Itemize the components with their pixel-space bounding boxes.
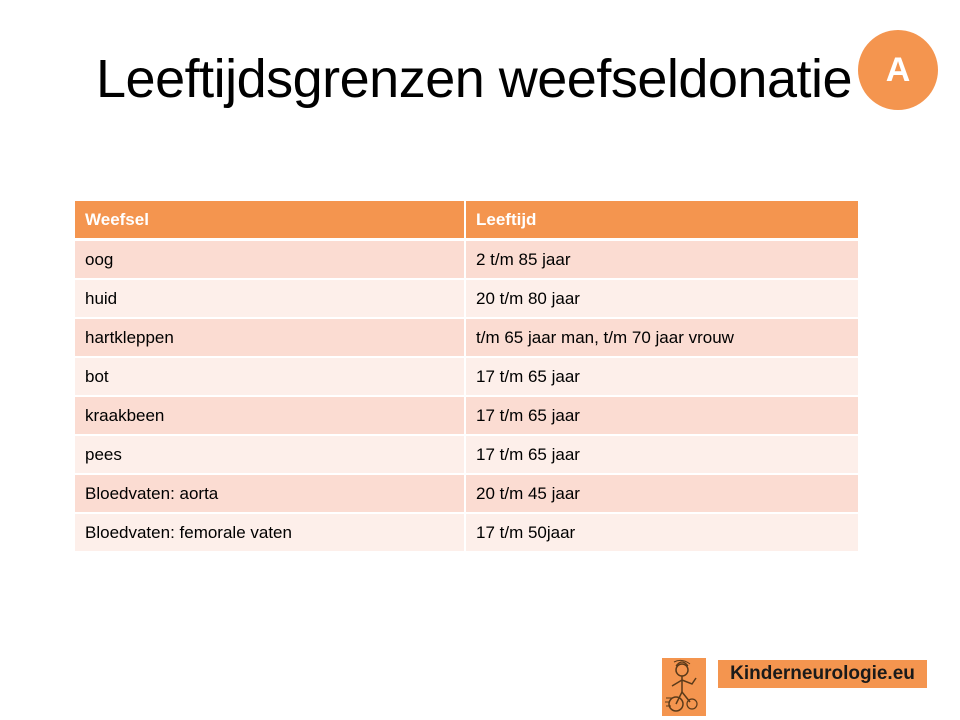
table-row <box>75 279 858 318</box>
table-row <box>75 435 858 474</box>
child-drawing-icon <box>662 658 706 716</box>
logo-text: Kinderneurologie.eu <box>730 663 915 684</box>
age-limits-table <box>75 201 858 553</box>
table-cell-leeftijd: 2 t/m 85 jaar <box>465 240 858 280</box>
table-cell-leeftijd: 20 t/m 45 jaar <box>465 474 858 513</box>
table-cell-leeftijd: t/m 65 jaar man, t/m 70 jaar vrouw <box>465 318 858 357</box>
table-cell-weefsel: bot <box>75 357 465 396</box>
table-cell-leeftijd: 20 t/m 80 jaar <box>465 279 858 318</box>
slide-title: Leeftijdsgrenzen weefseldonatie <box>96 49 853 109</box>
table-row <box>75 513 858 552</box>
slide-badge <box>858 30 938 110</box>
table-cell-weefsel: kraakbeen <box>75 396 465 435</box>
logo-wordmark <box>718 660 927 688</box>
table-row <box>75 357 858 396</box>
table-header-row <box>75 201 858 240</box>
table-row <box>75 474 858 513</box>
table-cell-leeftijd: 17 t/m 50jaar <box>465 513 858 552</box>
table-row <box>75 396 858 435</box>
table-cell-weefsel: Bloedvaten: femorale vaten <box>75 513 465 552</box>
child-drawing-icon-svg <box>662 658 706 716</box>
table-cell-leeftijd: 17 t/m 65 jaar <box>465 435 858 474</box>
table-row <box>75 240 858 280</box>
table-cell-weefsel: Bloedvaten: aorta <box>75 474 465 513</box>
table-cell-leeftijd: 17 t/m 65 jaar <box>465 396 858 435</box>
table-cell-weefsel: hartkleppen <box>75 318 465 357</box>
badge-label: A <box>885 50 911 89</box>
table-header-leeftijd: Leeftijd <box>465 201 858 240</box>
table-cell-leeftijd: 17 t/m 65 jaar <box>465 357 858 396</box>
table-cell-weefsel: pees <box>75 435 465 474</box>
table-header-weefsel: Weefsel <box>75 201 465 240</box>
table-cell-weefsel: huid <box>75 279 465 318</box>
table-row <box>75 318 858 357</box>
table-cell-weefsel: oog <box>75 240 465 280</box>
